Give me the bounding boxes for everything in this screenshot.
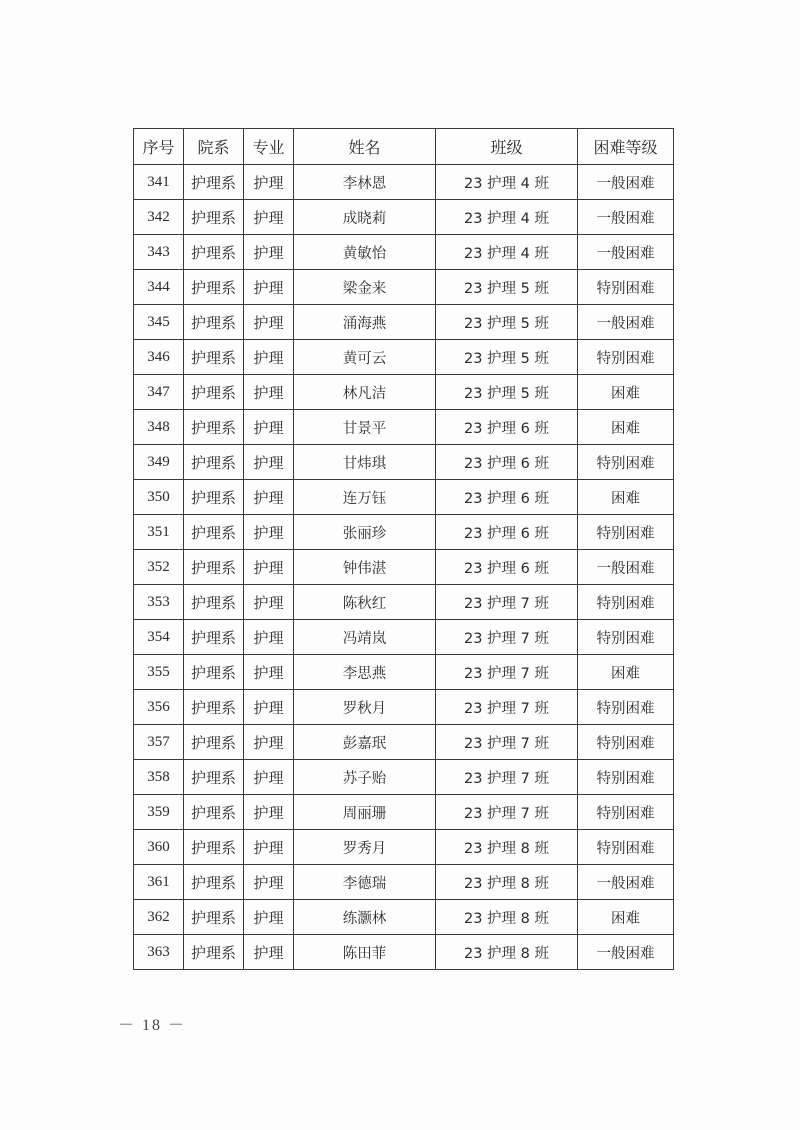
table-row [134,760,674,795]
table-row [134,375,674,410]
cell-department: 护理系 [184,690,244,725]
cell-major: 护理 [244,305,294,340]
table-row [134,445,674,480]
cell-class: 23 护理 5 班 [436,340,578,375]
cell-department: 护理系 [184,900,244,935]
cell-serial-number: 348 [134,410,184,445]
cell-class: 23 护理 8 班 [436,830,578,865]
cell-hardship-level: 困难 [578,480,674,515]
cell-hardship-level: 特别困难 [578,585,674,620]
page-number: － 18 － [118,1017,187,1034]
cell-name: 黄可云 [294,340,436,375]
cell-major: 护理 [244,550,294,585]
cell-hardship-level: 一般困难 [578,235,674,270]
cell-class: 23 护理 7 班 [436,795,578,830]
cell-class: 23 护理 7 班 [436,655,578,690]
cell-hardship-level: 一般困难 [578,305,674,340]
cell-department: 护理系 [184,305,244,340]
cell-name: 彭嘉珉 [294,725,436,760]
cell-serial-number: 354 [134,620,184,655]
table-body [134,165,674,970]
cell-class: 23 护理 6 班 [436,410,578,445]
cell-major: 护理 [244,200,294,235]
cell-department: 护理系 [184,445,244,480]
cell-serial-number: 350 [134,480,184,515]
cell-department: 护理系 [184,340,244,375]
cell-class: 23 护理 6 班 [436,480,578,515]
cell-major: 护理 [244,935,294,970]
table-row [134,305,674,340]
cell-class: 23 护理 8 班 [436,935,578,970]
cell-department: 护理系 [184,200,244,235]
cell-name: 陈田菲 [294,935,436,970]
cell-major: 护理 [244,690,294,725]
cell-major: 护理 [244,725,294,760]
header-department: 院系 [184,129,244,165]
cell-name: 李德瑞 [294,865,436,900]
cell-major: 护理 [244,865,294,900]
table-row [134,410,674,445]
cell-name: 成晓莉 [294,200,436,235]
table-row [134,585,674,620]
cell-name: 苏子贻 [294,760,436,795]
cell-department: 护理系 [184,165,244,200]
table-row [134,480,674,515]
header-major: 专业 [244,129,294,165]
cell-hardship-level: 特别困难 [578,515,674,550]
table-row [134,725,674,760]
table-row [134,270,674,305]
cell-class: 23 护理 5 班 [436,375,578,410]
cell-serial-number: 349 [134,445,184,480]
cell-name: 连万钰 [294,480,436,515]
cell-serial-number: 357 [134,725,184,760]
cell-class: 23 护理 6 班 [436,445,578,480]
cell-department: 护理系 [184,515,244,550]
cell-class: 23 护理 5 班 [436,305,578,340]
cell-department: 护理系 [184,620,244,655]
cell-hardship-level: 一般困难 [578,200,674,235]
cell-department: 护理系 [184,410,244,445]
cell-major: 护理 [244,340,294,375]
header-hardship-level: 困难等级 [578,129,674,165]
table-row [134,935,674,970]
cell-hardship-level: 特别困难 [578,725,674,760]
cell-name: 张丽珍 [294,515,436,550]
header-name: 姓名 [294,129,436,165]
cell-hardship-level: 一般困难 [578,165,674,200]
cell-name: 李林恩 [294,165,436,200]
cell-class: 23 护理 7 班 [436,585,578,620]
cell-hardship-level: 特别困难 [578,445,674,480]
cell-hardship-level: 一般困难 [578,865,674,900]
cell-serial-number: 362 [134,900,184,935]
cell-class: 23 护理 7 班 [436,725,578,760]
cell-name: 罗秀月 [294,830,436,865]
cell-class: 23 护理 7 班 [436,760,578,795]
cell-class: 23 护理 7 班 [436,690,578,725]
cell-hardship-level: 特别困难 [578,340,674,375]
cell-major: 护理 [244,830,294,865]
cell-name: 陈秋红 [294,585,436,620]
cell-name: 涌海燕 [294,305,436,340]
cell-serial-number: 360 [134,830,184,865]
table-row [134,620,674,655]
cell-name: 练灏林 [294,900,436,935]
table-row [134,900,674,935]
cell-department: 护理系 [184,235,244,270]
cell-name: 黄敏怡 [294,235,436,270]
cell-name: 甘炜琪 [294,445,436,480]
cell-department: 护理系 [184,760,244,795]
table-row [134,515,674,550]
cell-major: 护理 [244,760,294,795]
cell-serial-number: 353 [134,585,184,620]
cell-major: 护理 [244,655,294,690]
table-row [134,690,674,725]
cell-major: 护理 [244,270,294,305]
cell-serial-number: 346 [134,340,184,375]
cell-hardship-level: 一般困难 [578,935,674,970]
header-serial-number: 序号 [134,129,184,165]
table-row [134,795,674,830]
cell-class: 23 护理 7 班 [436,620,578,655]
cell-major: 护理 [244,900,294,935]
cell-hardship-level: 一般困难 [578,550,674,585]
cell-name: 林凡洁 [294,375,436,410]
cell-major: 护理 [244,375,294,410]
cell-name: 冯靖岚 [294,620,436,655]
table-row [134,200,674,235]
table-header-row [134,129,674,165]
cell-class: 23 护理 8 班 [436,900,578,935]
cell-serial-number: 345 [134,305,184,340]
cell-department: 护理系 [184,795,244,830]
cell-serial-number: 363 [134,935,184,970]
cell-hardship-level: 特别困难 [578,830,674,865]
header-class: 班级 [436,129,578,165]
cell-class: 23 护理 4 班 [436,200,578,235]
cell-hardship-level: 困难 [578,410,674,445]
table-row [134,830,674,865]
table-row [134,235,674,270]
cell-major: 护理 [244,795,294,830]
cell-serial-number: 341 [134,165,184,200]
cell-name: 甘景平 [294,410,436,445]
cell-name: 钟伟湛 [294,550,436,585]
cell-department: 护理系 [184,550,244,585]
cell-class: 23 护理 8 班 [436,865,578,900]
cell-serial-number: 355 [134,655,184,690]
cell-serial-number: 352 [134,550,184,585]
cell-class: 23 护理 4 班 [436,165,578,200]
cell-hardship-level: 特别困难 [578,760,674,795]
cell-serial-number: 359 [134,795,184,830]
cell-hardship-level: 困难 [578,900,674,935]
cell-department: 护理系 [184,655,244,690]
cell-hardship-level: 特别困难 [578,795,674,830]
table-row [134,165,674,200]
cell-hardship-level: 特别困难 [578,620,674,655]
cell-hardship-level: 困难 [578,375,674,410]
cell-serial-number: 358 [134,760,184,795]
cell-serial-number: 361 [134,865,184,900]
table-row [134,550,674,585]
cell-major: 护理 [244,480,294,515]
cell-hardship-level: 特别困难 [578,270,674,305]
cell-department: 护理系 [184,585,244,620]
table-row [134,655,674,690]
cell-major: 护理 [244,585,294,620]
cell-class: 23 护理 4 班 [436,235,578,270]
cell-serial-number: 347 [134,375,184,410]
student-hardship-table [133,128,674,970]
cell-serial-number: 344 [134,270,184,305]
cell-serial-number: 356 [134,690,184,725]
cell-department: 护理系 [184,725,244,760]
cell-major: 护理 [244,515,294,550]
cell-serial-number: 342 [134,200,184,235]
cell-name: 梁金来 [294,270,436,305]
cell-major: 护理 [244,620,294,655]
cell-serial-number: 343 [134,235,184,270]
cell-department: 护理系 [184,935,244,970]
cell-hardship-level: 特别困难 [578,690,674,725]
cell-major: 护理 [244,235,294,270]
cell-major: 护理 [244,410,294,445]
cell-name: 李思燕 [294,655,436,690]
cell-major: 护理 [244,165,294,200]
cell-class: 23 护理 5 班 [436,270,578,305]
cell-department: 护理系 [184,830,244,865]
cell-department: 护理系 [184,865,244,900]
cell-department: 护理系 [184,480,244,515]
cell-serial-number: 351 [134,515,184,550]
cell-hardship-level: 困难 [578,655,674,690]
cell-name: 罗秋月 [294,690,436,725]
table-row [134,340,674,375]
cell-department: 护理系 [184,270,244,305]
cell-name: 周丽珊 [294,795,436,830]
cell-class: 23 护理 6 班 [436,515,578,550]
cell-major: 护理 [244,445,294,480]
cell-department: 护理系 [184,375,244,410]
table-row [134,865,674,900]
cell-class: 23 护理 6 班 [436,550,578,585]
